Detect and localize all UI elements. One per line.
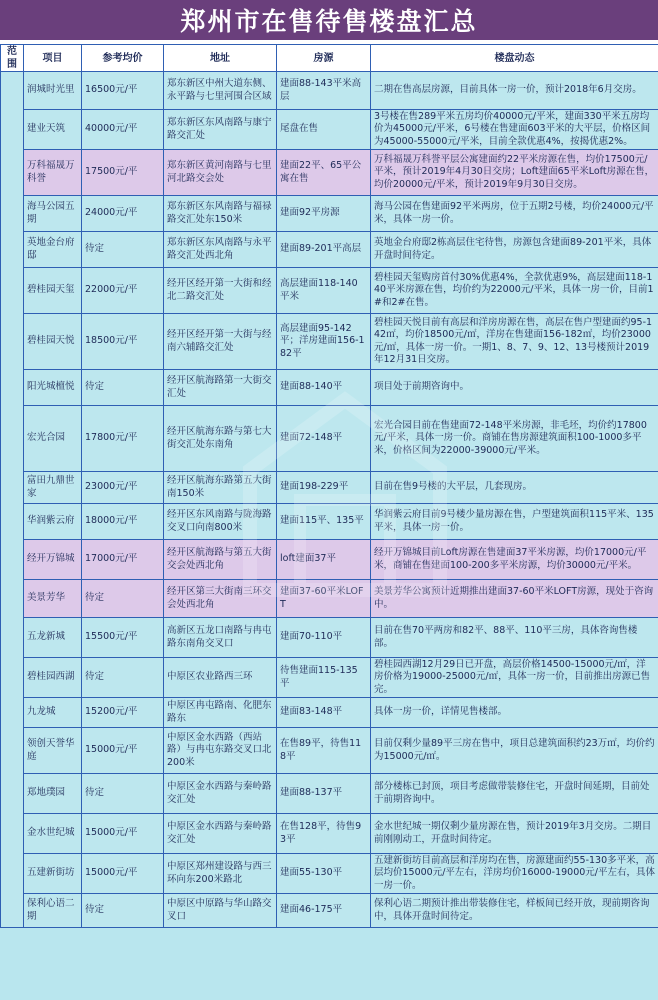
news-cell: 万科福晟万科誉平层公寓建面约22平米房源在售，均价17500元/平米，预计2019年4月30日交房；Loft建面65平米Loft房源在售，均价20000元/平米，预计2019年9月30日交房。 — [371, 150, 658, 196]
price-cell: 15000元/平 — [82, 728, 164, 774]
table-row — [1, 728, 658, 774]
source-cell: 建面37-60平米LOFT — [277, 580, 371, 618]
price-cell: 待定 — [82, 370, 164, 406]
source-cell: 高层建面118-140平米 — [277, 268, 371, 314]
address-cell: 郑东新区黄河南路与七里河北路交会处 — [164, 150, 277, 196]
table-row — [1, 540, 658, 580]
source-cell: 建面46-175平 — [277, 894, 371, 928]
source-cell: loft建面37平 — [277, 540, 371, 580]
header-source: 房源 — [277, 45, 371, 72]
project-cell: 阳光城檀悦 — [24, 370, 82, 406]
project-cell: 五建新街坊 — [24, 854, 82, 894]
news-cell: 宏光合园目前在售建面72-148平米房源，非毛坯，均价约17800元/平米，具体一房一价。商铺在售房源建筑面积100-1000多平米，价格区间为22000-39000元/平米。 — [371, 406, 658, 472]
address-cell: 经开区经开第一大街和经北二路交汇处 — [164, 268, 277, 314]
price-cell: 待定 — [82, 232, 164, 268]
news-cell: 美景芳华公寓预计近期推出建面37-60平米LOFT房源，现处于咨询中。 — [371, 580, 658, 618]
header-row — [1, 45, 658, 72]
header-project: 项目 — [24, 45, 82, 72]
source-cell: 尾盘在售 — [277, 110, 371, 150]
address-cell: 经开区航海东路第五大街南150米 — [164, 472, 277, 504]
news-cell: 3号楼在售289平米五房均价40000元/平米，建面330平米五房均价为45000元/平米，6号楼在售建面603平米的大平层，价格区间为45000-55000元/平米，目前全款优惠4%，按揭优惠2%。 — [371, 110, 658, 150]
source-cell: 在售89平，待售118平 — [277, 728, 371, 774]
news-cell: 英地金台府邸2栋高层住宅待售，房源包含建面89-201平米，具体开盘时间待定。 — [371, 232, 658, 268]
price-cell: 40000元/平 — [82, 110, 164, 150]
price-cell: 15200元/平 — [82, 698, 164, 728]
news-cell: 五建新街坊目前高层和洋房均在售，房源建面约55-130多平米，高层均价15000元/平左右，洋房均价16000-19000元/平左右，具体一房一价。 — [371, 854, 658, 894]
table-row — [1, 658, 658, 698]
address-cell: 中原区金水西路与秦岭路交汇处 — [164, 774, 277, 814]
table-body — [1, 72, 658, 928]
price-cell: 待定 — [82, 658, 164, 698]
project-cell: 建业天筑 — [24, 110, 82, 150]
project-cell: 九龙城 — [24, 698, 82, 728]
table-row — [1, 894, 658, 928]
region-cell — [1, 72, 24, 928]
source-cell: 待售建面115-135平 — [277, 658, 371, 698]
address-cell: 郑东新区东风南路与福禄路交汇处东150米 — [164, 196, 277, 232]
source-cell: 建面89-201平高层 — [277, 232, 371, 268]
address-cell: 中原区郑州建设路与西三环向东200米路北 — [164, 854, 277, 894]
table-row — [1, 854, 658, 894]
header-region: 范围 — [1, 45, 24, 72]
source-cell: 建面72-148平 — [277, 406, 371, 472]
news-cell: 目前在售70平两房和82平、88平、110平三房，具体咨询售楼部。 — [371, 618, 658, 658]
table-row — [1, 196, 658, 232]
price-cell: 18500元/平 — [82, 314, 164, 370]
source-cell: 建面88-137平 — [277, 774, 371, 814]
table-row — [1, 406, 658, 472]
news-cell: 海马公园在售建面92平米两房，位于五期2号楼，均价24000元/平米，具体一房一价。 — [371, 196, 658, 232]
project-cell: 郑地璞园 — [24, 774, 82, 814]
address-cell: 经开区航海路第一大街交汇处 — [164, 370, 277, 406]
address-cell: 经开区航海路与第五大街交会处西北角 — [164, 540, 277, 580]
address-cell: 经开区经开第一大街与经南六辅路交汇处 — [164, 314, 277, 370]
news-cell: 目前仅剩少量89平三房在售中，项目总建筑面积约23万㎡，均价约为15000元/㎡。 — [371, 728, 658, 774]
project-cell: 五龙新城 — [24, 618, 82, 658]
table-row — [1, 698, 658, 728]
source-cell: 建面70-110平 — [277, 618, 371, 658]
table-row — [1, 472, 658, 504]
project-cell: 碧桂园天悦 — [24, 314, 82, 370]
news-cell: 碧桂园西湖12月29日已开盘，高层价格14500-15000元/㎡，洋房价格为19000-25000元/㎡，具体一房一价，目前推出房源已售完。 — [371, 658, 658, 698]
project-cell: 美景芳华 — [24, 580, 82, 618]
source-cell: 建面92平房源 — [277, 196, 371, 232]
title-bar — [0, 0, 658, 44]
news-cell: 项目处于前期咨询中。 — [371, 370, 658, 406]
table-row — [1, 72, 658, 110]
source-cell: 在售128平，待售93平 — [277, 814, 371, 854]
source-cell: 建面198-229平 — [277, 472, 371, 504]
address-cell: 中原区金水西路（西站路）与冉屯东路交叉口北200米 — [164, 728, 277, 774]
page-title: 郑州市在售待售楼盘汇总 — [180, 7, 478, 36]
price-cell: 17500元/平 — [82, 150, 164, 196]
table-row — [1, 618, 658, 658]
address-cell: 中原区中原路与华山路交叉口 — [164, 894, 277, 928]
address-cell: 经开区第三大街南三环交会处西北角 — [164, 580, 277, 618]
header-address: 地址 — [164, 45, 277, 72]
price-cell: 待定 — [82, 894, 164, 928]
table-row — [1, 370, 658, 406]
header-news: 楼盘动态 — [371, 45, 658, 72]
price-cell: 16500元/平 — [82, 72, 164, 110]
address-cell: 郑东新区中州大道东侧、永平路与七里河围合区域 — [164, 72, 277, 110]
table-row — [1, 232, 658, 268]
price-cell: 18000元/平 — [82, 504, 164, 540]
project-cell: 英地金台府邸 — [24, 232, 82, 268]
source-cell: 建面83-148平 — [277, 698, 371, 728]
news-cell: 华润紫云府目前9号楼少量房源在售，户型建筑面积115平米、135平米，具体一房一价。 — [371, 504, 658, 540]
table-row — [1, 150, 658, 196]
project-cell: 富田九鼎世家 — [24, 472, 82, 504]
address-cell: 中原区金水西路与秦岭路交汇处 — [164, 814, 277, 854]
table-row — [1, 314, 658, 370]
address-cell: 郑东新区东风南路与康宁路交汇处 — [164, 110, 277, 150]
news-cell: 金水世纪城一期仅剩少量房源在售，预计2019年3月交房。二期目前刚刚动工，开盘时间待定。 — [371, 814, 658, 854]
table-row — [1, 504, 658, 540]
news-cell: 目前在售9号楼的大平层，几套现房。 — [371, 472, 658, 504]
address-cell: 中原区农业路西三环 — [164, 658, 277, 698]
project-cell: 金水世纪城 — [24, 814, 82, 854]
price-cell: 15000元/平 — [82, 814, 164, 854]
news-cell: 碧桂园天玺购房首付30%优惠4%，全款优惠9%，高层建面118-140平米房源在售，均价约为22000元/平米，具体一房一价，目前1#和2#在售。 — [371, 268, 658, 314]
table-row — [1, 268, 658, 314]
price-cell: 15500元/平 — [82, 618, 164, 658]
project-cell: 碧桂园西湖 — [24, 658, 82, 698]
news-cell: 碧桂园天悦目前有高层和洋房房源在售，高层在售户型建面约95-142㎡，均价18500元/㎡，洋房在售建面156-182㎡，均价23000元/㎡，具体一房一价。一期1、8、7、9、12、13号楼预计2019年12月31日交房。 — [371, 314, 658, 370]
address-cell: 中原区冉屯路南、化肥东路东 — [164, 698, 277, 728]
project-cell: 万科福晟万科誉 — [24, 150, 82, 196]
news-cell: 具体一房一价，详情见售楼部。 — [371, 698, 658, 728]
listing-table — [0, 44, 658, 928]
source-cell: 高层建面95-142平；洋房建面156-182平 — [277, 314, 371, 370]
source-cell: 建面88-143平米高层 — [277, 72, 371, 110]
news-cell: 保利心语二期预计推出带装修住宅，样板间已经开放，现前期咨询中，具体开盘时间待定。 — [371, 894, 658, 928]
table-row — [1, 580, 658, 618]
project-cell: 经开万锦城 — [24, 540, 82, 580]
header-price: 参考均价 — [82, 45, 164, 72]
project-cell: 碧桂园天玺 — [24, 268, 82, 314]
project-cell: 保利心语二期 — [24, 894, 82, 928]
project-cell: 润城时光里 — [24, 72, 82, 110]
price-cell: 23000元/平 — [82, 472, 164, 504]
source-cell: 建面88-140平 — [277, 370, 371, 406]
price-cell: 24000元/平 — [82, 196, 164, 232]
table-row — [1, 814, 658, 854]
source-cell: 建面55-130平 — [277, 854, 371, 894]
price-cell: 待定 — [82, 774, 164, 814]
project-cell: 华润紫云府 — [24, 504, 82, 540]
news-cell: 经开万锦城目前Loft房源在售建面37平米房源，均价17000元/平米，商铺在售建面100-200多平米房源，均价30000元/平米。 — [371, 540, 658, 580]
price-cell: 17000元/平 — [82, 540, 164, 580]
news-cell: 部分楼栋已封顶，项目考虑做带装修住宅，开盘时间延期，目前处于前期咨询中。 — [371, 774, 658, 814]
project-cell: 宏光合园 — [24, 406, 82, 472]
project-cell: 海马公园五期 — [24, 196, 82, 232]
table-row — [1, 774, 658, 814]
price-cell: 15000元/平 — [82, 854, 164, 894]
source-cell: 建面115平、135平 — [277, 504, 371, 540]
price-cell: 待定 — [82, 580, 164, 618]
price-cell: 17800元/平 — [82, 406, 164, 472]
project-cell: 领创天誉华庭 — [24, 728, 82, 774]
news-cell: 二期在售高层房源，目前具体一房一价，预计2018年6月交房。 — [371, 72, 658, 110]
address-cell: 郑东新区东风南路与永平路交汇处西北角 — [164, 232, 277, 268]
address-cell: 经开区航海东路与第七大街交汇处东南角 — [164, 406, 277, 472]
table-row — [1, 110, 658, 150]
address-cell: 经开区东风南路与陇海路交叉口向南800米 — [164, 504, 277, 540]
address-cell: 高新区五龙口南路与冉屯路东南角交叉口 — [164, 618, 277, 658]
source-cell: 建面22平、65平公寓在售 — [277, 150, 371, 196]
price-cell: 22000元/平 — [82, 268, 164, 314]
